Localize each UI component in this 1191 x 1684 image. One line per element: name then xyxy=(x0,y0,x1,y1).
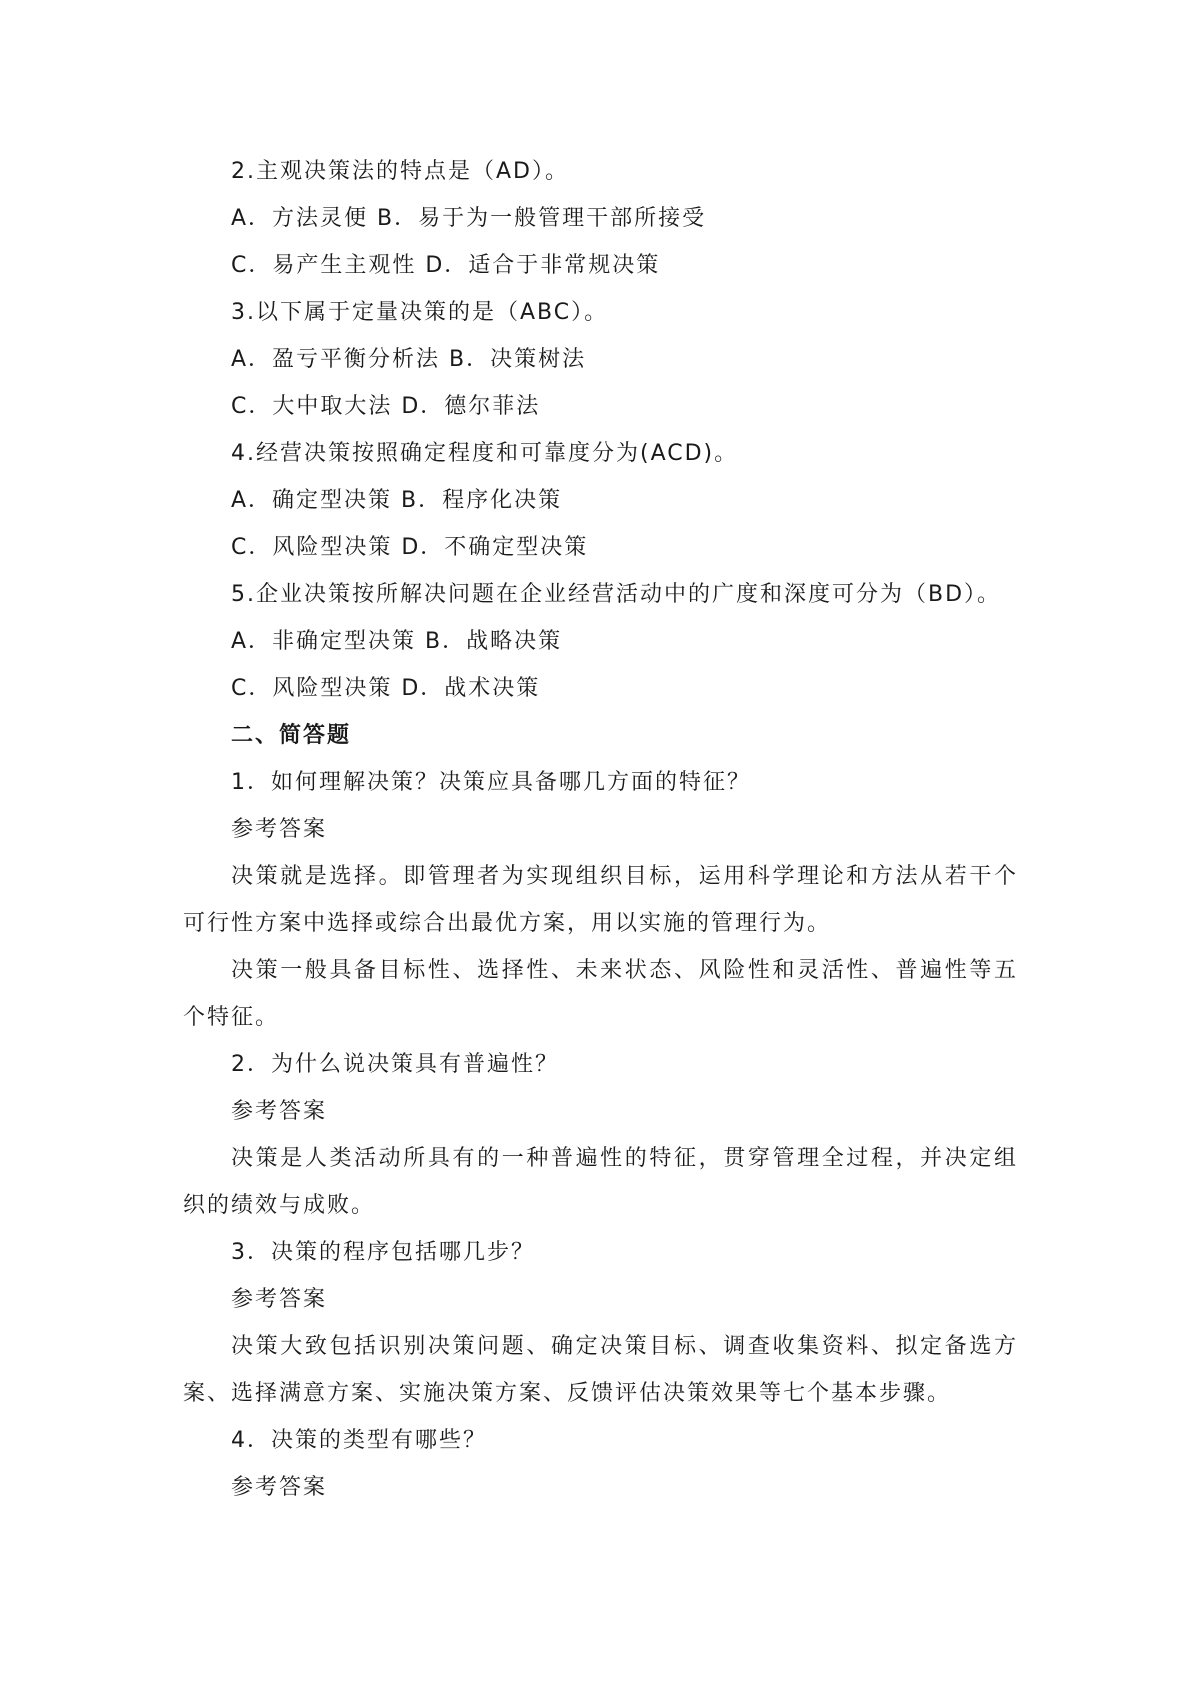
section-title: 二、简答题 xyxy=(231,723,352,748)
mc-options-2-ab: A．方法灵便 B．易于为一般管理干部所接受 xyxy=(231,206,707,231)
sa-answer-1-p2: 决策一般具备目标性、选择性、未来状态、风险性和灵活性、普遍性等五个特征。 xyxy=(183,958,1018,1030)
mc-options-4-ab: A．确定型决策 B．程序化决策 xyxy=(231,488,563,513)
sa-question-1: 1．如何理解决策？决策应具备哪几方面的特征？ xyxy=(231,770,751,795)
sa-answer-1-p1: 决策就是选择。即管理者为实现组织目标，运用科学理论和方法从若干个可行性方案中选择或综合出最优方案，用以实施的管理行为。 xyxy=(183,864,1018,936)
mc-options-2-cd: C．易产生主观性 D．适合于非常规决策 xyxy=(231,253,661,278)
mc-options-4-cd: C．风险型决策 D．不确定型决策 xyxy=(231,535,589,560)
mc-options-5-ab: A．非确定型决策 B．战略决策 xyxy=(231,629,563,654)
mc-options-3-cd: C．大中取大法 D．德尔菲法 xyxy=(231,394,541,419)
answer-label: 参考答案 xyxy=(231,1099,328,1124)
sa-question-4: 4．决策的类型有哪些？ xyxy=(231,1428,487,1453)
mc-question-4: 4.经营决策按照确定程度和可靠度分为(ACD)。 xyxy=(231,441,739,466)
sa-question-2: 2．为什么说决策具有普遍性？ xyxy=(231,1052,559,1077)
page-content xyxy=(183,148,1018,1511)
sa-answer-2-p1: 决策是人类活动所具有的一种普遍性的特征，贯穿管理全过程，并决定组织的绩效与成败。 xyxy=(183,1146,1018,1218)
answer-label: 参考答案 xyxy=(231,817,328,842)
mc-options-5-cd: C．风险型决策 D．战术决策 xyxy=(231,676,541,701)
mc-question-3: 3.以下属于定量决策的是（ABC）。 xyxy=(231,300,609,325)
sa-answer-3-p1: 决策大致包括识别决策问题、确定决策目标、调查收集资料、拟定备选方案、选择满意方案、实施决策方案、反馈评估决策效果等七个基本步骤。 xyxy=(183,1334,1018,1406)
answer-label: 参考答案 xyxy=(231,1475,328,1500)
mc-options-3-ab: A．盈亏平衡分析法 B．决策树法 xyxy=(231,347,587,372)
mc-question-2: 2.主观决策法的特点是（AD）。 xyxy=(231,159,569,184)
answer-label: 参考答案 xyxy=(231,1287,328,1312)
sa-question-3: 3．决策的程序包括哪几步？ xyxy=(231,1240,535,1265)
mc-question-5: 5.企业决策按所解决问题在企业经营活动中的广度和深度可分为（BD）。 xyxy=(231,582,1002,607)
